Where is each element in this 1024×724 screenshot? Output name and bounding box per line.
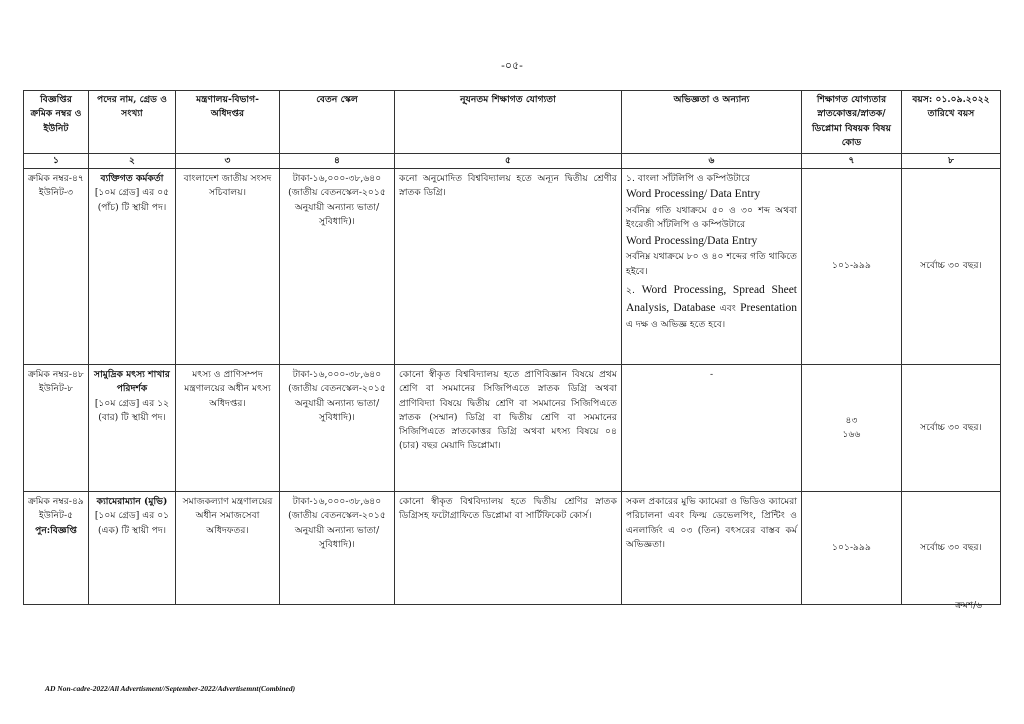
post-cell <box>89 169 176 365</box>
serial-cell: ক্রমিক নম্বর-৪৮ ইউনিট-৮ <box>24 365 89 492</box>
header-experience: অভিজ্ঞতা ও অন্যান্য <box>622 91 802 154</box>
ministry-cell: বাংলাদেশ জাতীয় সংসদ সচিবালয়। <box>176 169 280 365</box>
experience-text: সর্বনিম্ন যথাক্রমে ৮০ ও ৪০ শব্দের গতি থাকিতে হইবে। <box>626 251 797 277</box>
pay-scale-cell: টাকা-১৬,০০০-৩৮,৬৪০ (জাতীয় বেতনস্কেল-২০১৫ অনুযায়ী অন্যান্য ভাতা/সুবিধাদি)। <box>280 492 395 605</box>
post-cell <box>89 365 176 492</box>
subject-code-cell: ১০১-৯৯৯ <box>802 169 902 365</box>
page-number: -০৫- <box>501 59 523 72</box>
ministry-cell: সমাজকল্যাণ মন্ত্রণালয়ের অধীন সমাজসেবা অধিদফতর। <box>176 492 280 605</box>
post-title: সামুদ্রিক মৎস্য শাখার পরিদর্শক <box>94 369 170 395</box>
ministry-cell: মৎস্য ও প্রাণিসম্পদ মন্ত্রণালয়ের অধীন মৎস্য অধিদপ্তর। <box>176 365 280 492</box>
column-number: ৭ <box>802 154 902 169</box>
header-row <box>24 91 1001 154</box>
column-number-row <box>24 154 1001 169</box>
header-qualification: নূ্যনতম শিক্ষাগত যোগ্যতা <box>395 91 622 154</box>
subject-code: ৪৩ <box>845 414 858 426</box>
post-title: ক্যামেরাম্যান (মুভি) <box>96 496 168 507</box>
experience-text: এ দক্ষ ও অভিজ্ঞ হতে হবে। <box>626 318 726 330</box>
experience-text: Presentation <box>740 301 797 314</box>
header-serial: বিজ্ঞপ্তির ক্রমিক নম্বর ও ইউনিট <box>24 91 89 154</box>
recruitment-table <box>23 90 1001 605</box>
column-number: ৩ <box>176 154 280 169</box>
experience-text: সর্বনিম্ন গতি যথাক্রমে ৫০ ও ৩০ শব্দ অথবা ইংরেজী সাঁটলিপি ও কম্পিউটারে <box>626 205 797 231</box>
subject-code-cell <box>802 365 902 492</box>
column-number: ২ <box>89 154 176 169</box>
qualification-cell: কোনো স্বীকৃত বিশ্ববিদ্যালয় হতে প্রাণিবিজ্ঞান বিষয়ে প্রথম শ্রেণি বা সমমানের সিজিপিএতে স্নাতক ডিগ্রি অথবা প্রাণিবিদ্যা বিষয়ে দ্বিতীয় শ্রেণি বা সমমানের সিজিপিএতে স্নাতক (সম্মান) ডিগ্রি বা দ্বিতীয় শ্রেণি বা সমমানের সিজিপিএতে স্নাতকোত্তর ডিগ্রি অথবা মৎস্য বিষয়ে ০৪ (চার) বছর মেয়াদি ডিপ্লোমা। <box>395 365 622 492</box>
re-advertisement-label: পুন:বিজ্ঞপ্তি <box>35 524 77 536</box>
serial-cell <box>24 492 89 605</box>
header-subject-code: শিক্ষাগত যোগ্যতার স্নাতকোত্তর/স্নাতক/ ডিপ্লোমা বিষয়ক বিষয় কোড <box>802 91 902 154</box>
column-number: ৬ <box>622 154 802 169</box>
subject-code-cell: ১০১-৯৯৯ <box>802 492 902 605</box>
experience-cell <box>622 169 802 365</box>
post-cell <box>89 492 176 605</box>
column-number: ৮ <box>902 154 1001 169</box>
experience-text: Word Processing/Data Entry <box>626 234 758 247</box>
column-number: ১ <box>24 154 89 169</box>
column-number: ৪ <box>280 154 395 169</box>
table-row <box>24 169 1001 365</box>
qualification-cell: কনো অনুমোদিত বিশ্ববিদ্যালয় হতে অন্যূন দ্বিতীয় শ্রেণীর স্নাতক ডিগ্রি। <box>395 169 622 365</box>
experience-cell: সকল প্রকারের মুভি ক্যামেরা ও ভিডিও ক্যামেরা পরিচালনা এবং ফিল্ম ডেভেলপিং, প্রিন্টিং ও এনলার্জিং এ ০৩ (তিন) বৎসরের বাস্তব কর্ম অভিজ্ঞতা। <box>622 492 802 605</box>
experience-text: Word Processing/ Data Entry <box>626 188 761 201</box>
experience-text: Word Processing, Spread Sheet Analysis, Database <box>626 283 798 314</box>
age-cell: সর্বোচ্চ ৩০ বছর। <box>902 365 1001 492</box>
experience-cell: - <box>622 365 802 492</box>
post-detail: [১০ম গ্রেড] এর ০৫ (পাঁচ) টি স্থায়ী পদ। <box>94 187 170 213</box>
post-detail: [১০ম গ্রেড] এর ১২ (বার) টি স্থায়ী পদ। <box>94 397 170 423</box>
subject-code: ১৬৬ <box>842 429 861 440</box>
column-number: ৫ <box>395 154 622 169</box>
header-age: বয়স: ০১.০৯.২০২২ তারিখে বয়স <box>902 91 1001 154</box>
pay-scale-cell: টাকা-১৬,০০০-৩৮,৬৪০ (জাতীয় বেতনস্কেল-২০১৫ অনুযায়ী অন্যান্য ভাতা/সুবিধাদি)। <box>280 169 395 365</box>
experience-text: এবং <box>719 302 736 314</box>
age-cell: সর্বোচ্চ ৩০ বছর। <box>902 169 1001 365</box>
experience-text: ১. বাংলা সাঁটলিপি ও কম্পিউটারে <box>626 173 750 184</box>
serial-cell: ক্রমিক নম্বর-৪৭ ইউনিট-৩ <box>24 169 89 365</box>
continued-label: ক্রমশ/৬ <box>955 601 982 611</box>
header-pay-scale: বেতন স্কেল <box>280 91 395 154</box>
qualification-cell: কোনো স্বীকৃত বিশ্ববিদ্যালয় হতে দ্বিতীয় শ্রেণির স্নাতক ডিগ্রিসহ ফটোগ্রাফিতে ডিপ্লোমা বা সার্টিফিকেট কোর্স। <box>395 492 622 605</box>
experience-text: ২. <box>626 284 635 296</box>
footer-path: AD Non-cadre-2022/All Advertisment//September-2022/Advertisemnt(Combined) <box>45 684 296 693</box>
post-detail: [১০ম গ্রেড] এর ০১ (এক) টি স্থায়ী পদ। <box>94 510 170 536</box>
age-cell: সর্বোচ্চ ৩০ বছর। <box>902 492 1001 605</box>
header-post: পদের নাম, গ্রেড ও সংখ্যা <box>89 91 176 154</box>
header-ministry: মন্ত্রণালয়-বিভাগ-অধিদপ্তর <box>176 91 280 154</box>
pay-scale-cell: টাকা-১৬,০০০-৩৮,৬৪০ (জাতীয় বেতনস্কেল-২০১৫ অনুযায়ী অন্যান্য ভাতা/সুবিধাদি)। <box>280 365 395 492</box>
table-row <box>24 492 1001 605</box>
table-row <box>24 365 1001 492</box>
serial-text: ক্রমিক নম্বর-৪৯ ইউনিট-৫ <box>28 496 84 522</box>
post-title: ব্যক্তিগত কর্মকর্তা <box>100 173 164 184</box>
